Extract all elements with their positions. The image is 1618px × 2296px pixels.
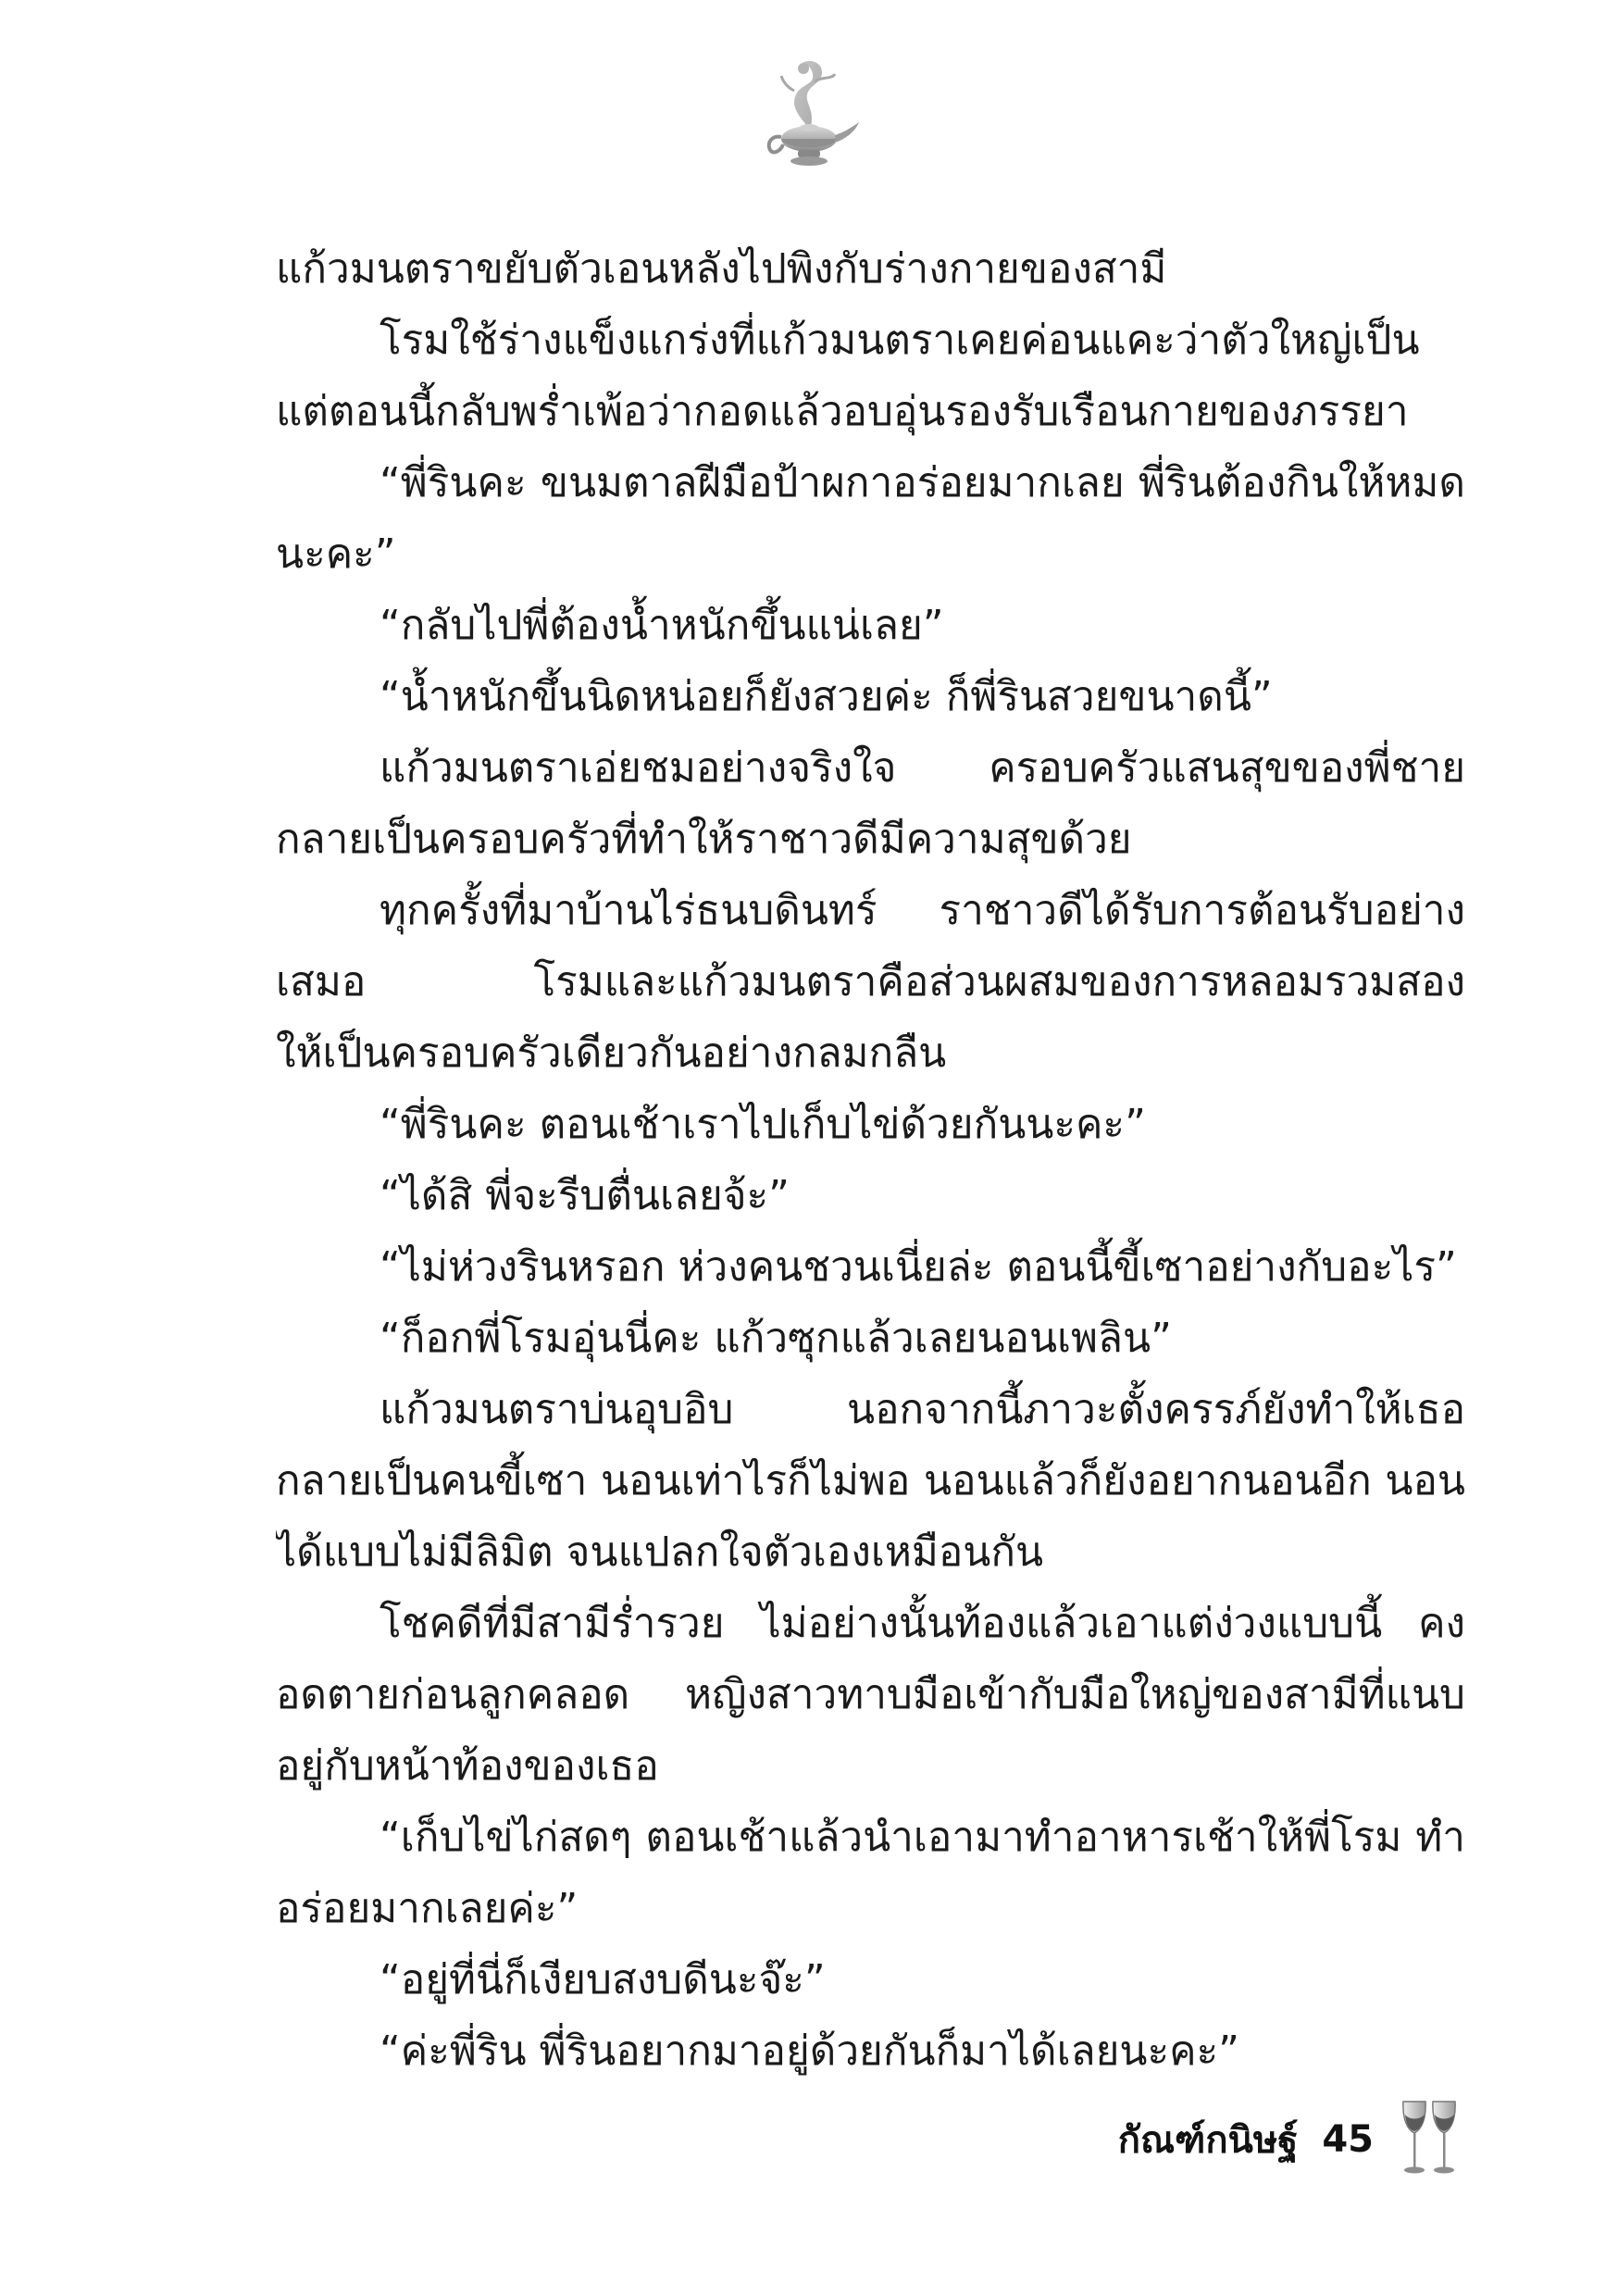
genie-lamp-icon [753, 54, 865, 174]
text-line: ให้เป็นครอบครัวเดียวกันอย่างกลมกลืน [276, 1029, 947, 1077]
text-line: แก้วมนตราเอ่ยชมอย่างจริงใจ ครอบครัวแสนสุขของพี่ชาย [380, 744, 1465, 792]
text-line: แก้วมนตราบ่นอุบอิบ นอกจากนี้ภาวะตั้งครรภ์ยังทำให้เธอ [380, 1386, 1465, 1433]
text-line: อยู่กับหน้าท้องของเธอ [276, 1742, 659, 1790]
text-line: โรมใช้ร่างแข็งแกร่งที่แก้วมนตราเคยค่อนแคะว่าตัวใหญ่เป็น [380, 317, 1420, 364]
text-line: “อยู่ที่นี่ก็เงียบสงบดีนะจ๊ะ” [380, 1956, 826, 2003]
text-line: แต่ตอนนี้กลับพร่ำเพ้อว่ากอดแล้วอบอุ่นรองรับเรือนกายของภรรยา [276, 388, 1409, 435]
text-line: “พี่รินคะ ตอนเช้าเราไปเก็บไข่ด้วยกันนะคะ” [380, 1101, 1146, 1148]
page-number: 45 [1322, 2118, 1374, 2161]
text-line: “เก็บไข่ไก่สดๆ ตอนเช้าแล้วนำเอามาทำอาหารเช้าให้พี่โรม ทำ [380, 1814, 1465, 1861]
text-line: ทุกครั้งที่มาบ้านไร่ธนบดินทร์ ราชาวดีได้รับการต้อนรับอย่าง [380, 887, 1465, 934]
author-name: กัณฑ์กนิษฐ์ [1117, 2119, 1299, 2162]
text-line: กลายเป็นครอบครัวที่ทำให้ราชาวดีมีความสุขด้วย [276, 816, 1132, 863]
text-line: “น้ำหนักขึ้นนิดหน่อยก็ยังสวยค่ะ ก็พี่รินสวยขนาดนี้” [380, 673, 1273, 720]
text-line: “ได้สิ พี่จะรีบตื่นเลยจ้ะ” [380, 1172, 790, 1219]
text-line: “ค่ะพี่ริน พี่รินอยากมาอยู่ด้วยกันก็มาได้เลยนะคะ” [380, 2028, 1239, 2075]
text-line: นะคะ” [276, 530, 396, 578]
text-line: “ก็อกพี่โรมอุ่นนี่คะ แก้วซุกแล้วเลยนอนเพลิน” [380, 1315, 1172, 1362]
text-line: กลายเป็นคนขี้เซา นอนเท่าไรก็ไม่พอ นอนแล้วก็ยังอยากนอนอีก นอน [276, 1457, 1465, 1504]
text-line: อร่อยมากเลยค่ะ” [276, 1885, 579, 1932]
text-line: แก้วมนตราขยับตัวเอนหลังไปพิงกับร่างกายของสามี [276, 245, 1167, 293]
text-line: เสมอ โรมและแก้วมนตราคือส่วนผสมของการหลอมรวมสอง [276, 958, 1465, 1005]
text-line: โชคดีที่มีสามีร่ำรวย ไม่อย่างนั้นท้องแล้วเอาแต่ง่วงแบบนี้ คง [380, 1600, 1465, 1647]
text-line: อดตายก่อนลูกคลอด หญิงสาวทาบมือเข้ากับมือใหญ่ของสามีที่แนบ [276, 1671, 1465, 1718]
page-footer [1118, 2098, 1461, 2181]
wine-glasses-icon [1398, 2098, 1461, 2181]
text-line: “กลับไปพี่ต้องน้ำหนักขึ้นแน่เลย” [380, 602, 944, 649]
body-text [276, 233, 1465, 2087]
text-line: “พี่รินคะ ขนมตาลฝีมือป้าผกาอร่อยมากเลย พี่รินต้องกินให้หมด [380, 459, 1465, 506]
text-line: ได้แบบไม่มีลิมิต จนแปลกใจตัวเองเหมือนกัน [276, 1529, 1044, 1576]
text-line: “ไม่ห่วงรินหรอก ห่วงคนชวนเนี่ยล่ะ ตอนนี้ขี้เซาอย่างกับอะไร” [380, 1243, 1457, 1291]
